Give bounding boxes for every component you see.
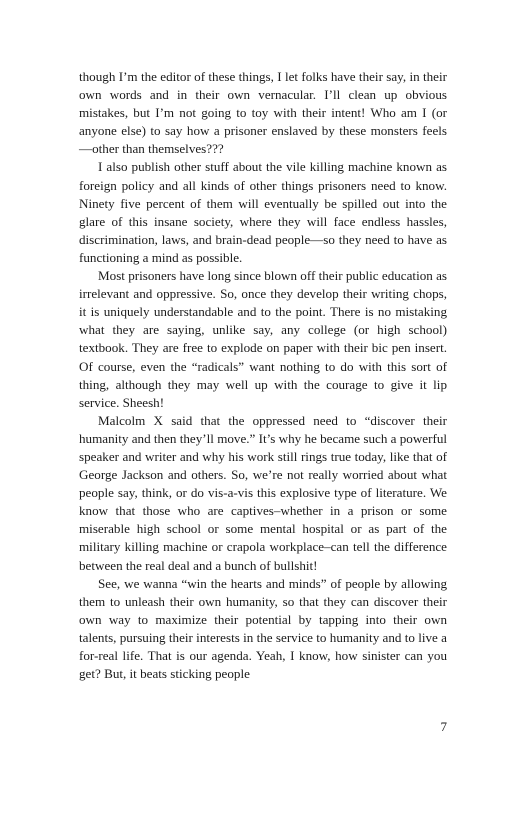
paragraph-2: I also publish other stuff about the vile killing machine known as foreign policy and all kinds of other things prisoners need to know. Ninety five percent of them will eventually be spilled out into the glare of this insane society, where they will face endless hassles, discrimination, laws, and brain-dead people—so they need to have as functioning a mind as possible. [79, 159, 447, 265]
paragraph-3: Most prisoners have long since blown off their public education as irrelevant and oppressive. So, once they develop their writing chops, it is uniquely understandable and to the point. There is no mistaking what they are saying, unlike say, any college (or high school) textbook. They are free to explode on paper with their bic pen insert. Of course, even the “radicals” want nothing to do with this sort of thing, although they may well up with the courage to give it lip service. Sheesh! [79, 268, 447, 410]
page-number: 7 [440, 719, 447, 734]
paragraph-1: though I’m the editor of these things, I let folks have their say, in their own words and in their own vernacular. I’ll clean up obvious mistakes, but I’m not going to toy with their intent! Who am I (or anyone else) to say how a prisoner enslaved by these monsters feels—other than themselves??? [79, 69, 447, 157]
paragraph-4: Malcolm X said that the oppressed need to “discover their humanity and then they’ll move.” It’s why he became such a powerful speaker and writer and why his work still rings true today, like that of George Jackson and others. So, we’re not really worried about what people say, think, or do vis-a-vis this explosive type of literature. We know that those who are captives–whether in a prison or some miserable high school or some mental hospital or as part of the military killing machine or crapola workplace–can tell the difference between the real deal and a bunch of bullshit! [79, 412, 447, 573]
paragraph-5: See, we wanna “win the hearts and minds” of people by allowing them to unleash their own humanity, so that they can discover their own way to maximize their potential by tapping into their own talents, pursuing their interests in the service to humanity and to live a for-real life. That is our agenda. Yeah, I know, how sinister can you get? But, it beats sticking people [79, 575, 447, 682]
page-body [79, 68, 447, 683]
